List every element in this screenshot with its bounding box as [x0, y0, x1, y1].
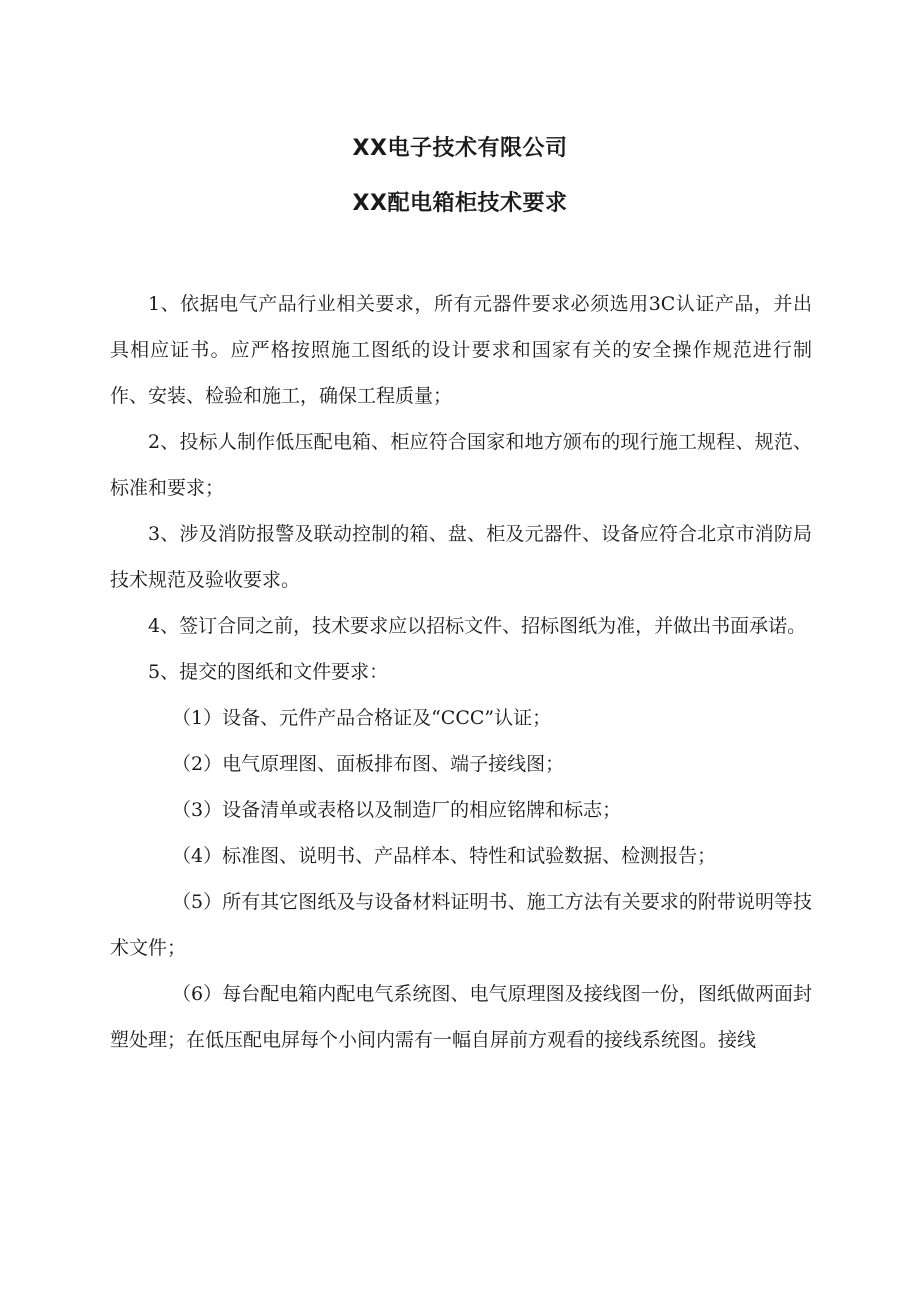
sub-item-6: （6）每台配电箱内配电气系统图、电气原理图及接线图一份，图纸做两面封塑处理；在低压配电屏每个小间内需有一幅自屏前方观看的接线系统图。接线 — [110, 983, 812, 1051]
sub-item-2: （2）电气原理图、面板排布图、端子接线图； — [172, 753, 565, 775]
sub-item-5: （5）所有其它图纸及与设备材料证明书、施工方法有关要求的附带说明等技术文件； — [110, 891, 812, 959]
paragraph-4: 4、签订合同之前，技术要求应以招标文件、招标图纸为准，并做出书面承诺。 — [148, 615, 807, 637]
document-title: XX配电箱柜技术要求 — [352, 191, 568, 216]
sub-item-1: （1）设备、元件产品合格证及“CCC”认证； — [172, 707, 552, 729]
company-name: XX电子技术有限公司 — [352, 136, 568, 161]
document-body — [110, 281, 812, 1063]
paragraph-1: 1、依据电气产品行业相关要求，所有元器件要求必须选用3C认证产品，并出具相应证书。应严格按照施工图纸的设计要求和国家有关的安全操作规范进行制作、安装、检验和施工，确保工程质量； — [110, 293, 812, 407]
paragraph-2: 2、投标人制作低压配电箱、柜应符合国家和地方颁布的现行施工规程、规范、标准和要求； — [110, 431, 812, 499]
paragraph-3: 3、涉及消防报警及联动控制的箱、盘、柜及元器件、设备应符合北京市消防局技术规范及验收要求。 — [110, 523, 812, 591]
sub-item-3: （3）设备清单或表格以及制造厂的相应铭牌和标志； — [172, 799, 622, 821]
paragraph-5: 5、提交的图纸和文件要求： — [148, 661, 389, 683]
sub-item-4: （4）标准图、说明书、产品样本、特性和试验数据、检测报告； — [172, 845, 717, 867]
